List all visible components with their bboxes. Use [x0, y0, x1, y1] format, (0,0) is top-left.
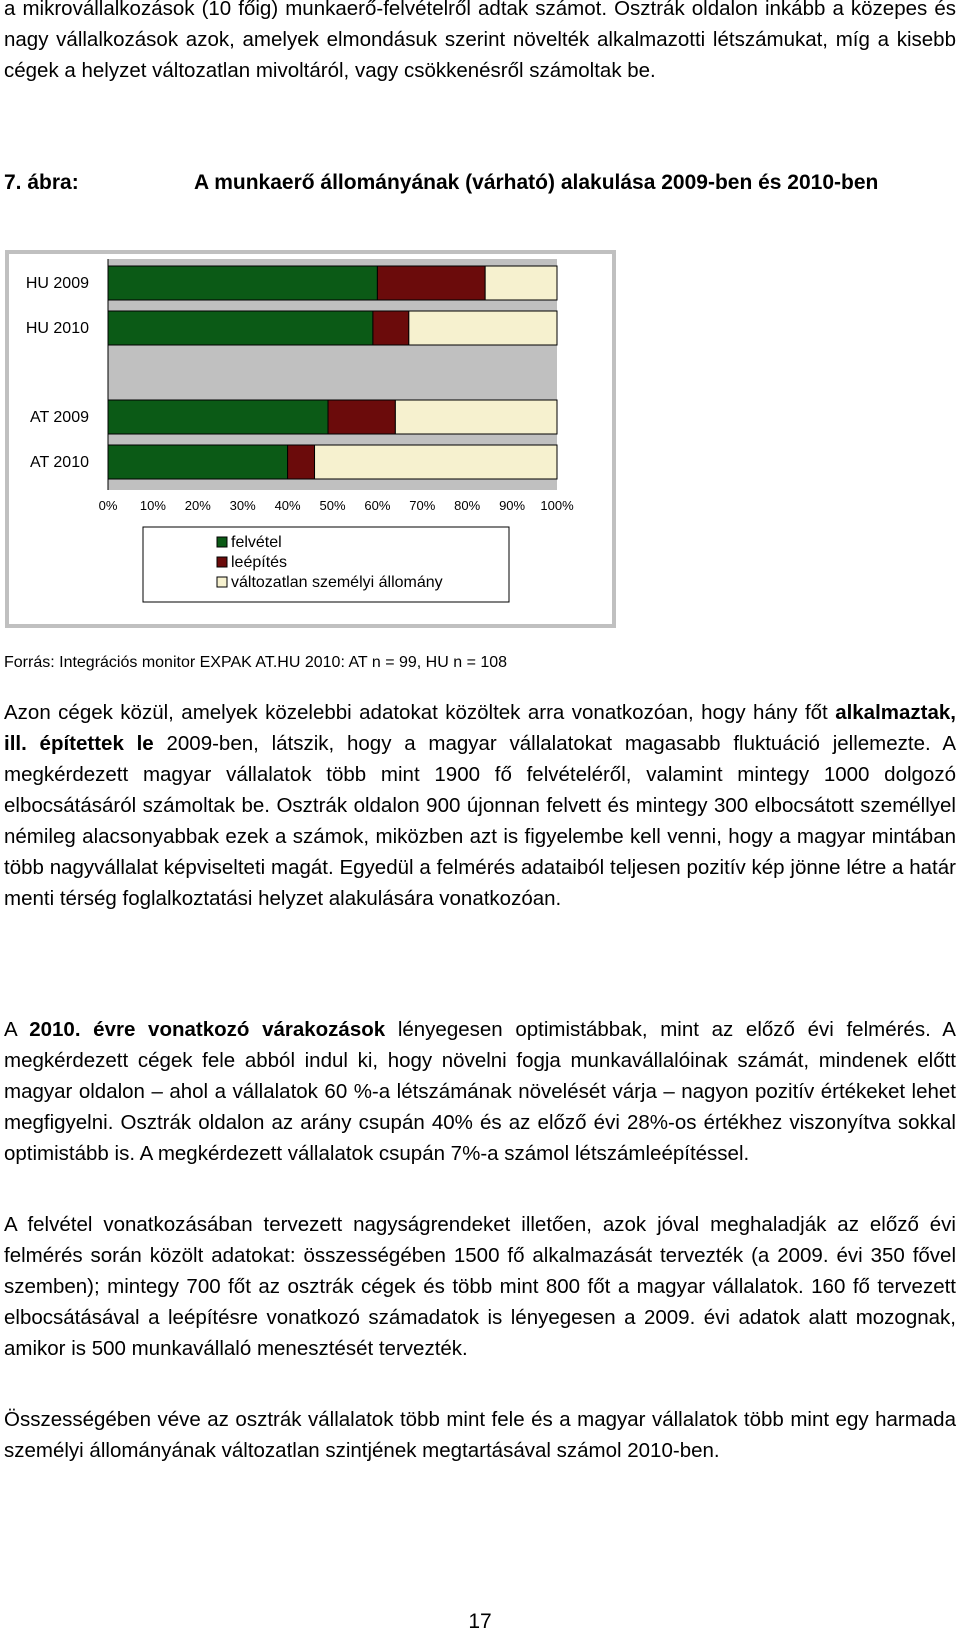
category-label: AT 2010 — [29, 454, 89, 471]
legend-label: felvétel — [231, 534, 282, 551]
paragraph-2-text-a: A — [4, 1018, 30, 1041]
paragraph-2 — [4, 1014, 956, 1169]
figure-title: A munkaerő állományának (várható) alakulása 2009-ben és 2010-ben — [194, 171, 879, 194]
chart-frame — [5, 250, 616, 628]
x-tick-label: 40% — [274, 498, 301, 513]
paragraph-1 — [4, 697, 956, 914]
x-tick-label: 60% — [364, 498, 391, 513]
x-tick-label: 50% — [319, 498, 346, 513]
x-tick-label: 10% — [139, 498, 166, 513]
page-number: 17 — [468, 1610, 492, 1633]
legend-swatch — [217, 537, 227, 547]
paragraph-2-text-c: lényegesen optimistábbak, mint az előző évi felmérés. A megkérdezett cégek fele abból indul ki, hogy növelni fogja munkavállalóinak számát, mindenek előtt magyar oldalon – ahol a vállalatok 60 %-a létszámának növelését várja – nagyon pozitív értékeket lehet megfigyelni. Osztrák oldalon az arány csupán 40% és az előző évi 28%-os értékhez viszonyítva sokkal optimistább is. A megkérdezett vállalatok csupán 7%-a számol létszámleépítéssel. — [4, 1018, 956, 1165]
bar-segment — [288, 445, 315, 479]
bar-segment — [409, 311, 557, 345]
bar-segment — [377, 266, 485, 300]
x-tick-label: 100% — [540, 498, 574, 513]
source-note: Forrás: Integrációs monitor EXPAK AT.HU 2010: AT n = 99, HU n = 108 — [4, 654, 508, 671]
legend-swatch — [217, 577, 227, 587]
x-tick-label: 80% — [454, 498, 481, 513]
paragraph-1-text-a: Azon cégek közül, amelyek közelebbi adatokat közöltek arra vonatkozóan, hogy hány főt — [4, 701, 836, 724]
x-tick-label: 90% — [499, 498, 526, 513]
bar-segment — [485, 266, 557, 300]
paragraph-4: Összességében véve az osztrák vállalatok több mint fele és a magyar vállalatok több mint egy harmada személyi állományának változatlan szintjének megtartásával számol 2010-ben. — [4, 1408, 956, 1462]
bar-segment — [108, 400, 328, 434]
legend-swatch — [217, 557, 227, 567]
paragraph-3: A felvétel vonatkozásában tervezett nagyságrendeket illetően, azok jóval meghaladják az előző évi felmérés során közölt adatokat: összességében 1500 fő alkalmazását tervezték (a 2009. évi 350 fővel szemben); mintegy 700 főt az osztrák cégek és több mint 800 főt a magyar vállalatok. 160 fő tervezett elbocsátásával a leépítésre vonatkozó számadatok is lényegesen a 2009. évi adatok alatt mozognak, amikor is 500 munkavállaló menesztését tervezték. — [4, 1213, 956, 1360]
x-tick-label: 70% — [409, 498, 436, 513]
bar-segment — [395, 400, 557, 434]
bar-segment — [108, 311, 373, 345]
bar-segment — [108, 445, 288, 479]
bar-segment — [108, 266, 377, 300]
paragraph-1-text-c: 2009-ben, látszik, hogy a magyar vállalatokat magasabb fluktuáció jellemezte. A megkérdezett magyar vállalatok több mint 1900 fő felvételéről, valamint mintegy 1000 dolgozó elbocsátásáról számoltak be. Osztrák oldalon 900 újonnan felvett és mintegy 300 elbocsátott személlyel némileg alacsonyabbak ezek a számok, miközben azt is figyelembe kell venni, hogy a magyar mintában több nagyvállalat képviselteti magát. Egyedül a felmérés adataiból teljesen pozitív kép jönne létre a határ menti térség foglalkoztatási helyzet alakulására vonatkozóan. — [4, 732, 956, 910]
category-label: HU 2010 — [25, 320, 89, 337]
bar-segment — [315, 445, 557, 479]
bar-segment — [373, 311, 409, 345]
legend-label: változatlan személyi állomány — [231, 574, 443, 591]
x-tick-label: 30% — [229, 498, 256, 513]
paragraph-1-bold: alkalmaztak, ill. építettek le — [4, 701, 956, 755]
figure-number: 7. ábra: — [4, 171, 79, 194]
x-tick-label: 0% — [98, 498, 118, 513]
stacked-bar-chart — [9, 254, 612, 624]
category-label: HU 2009 — [25, 275, 89, 292]
legend-label: leépítés — [231, 554, 288, 571]
bar-segment — [328, 400, 395, 434]
intro-paragraph: a mikrovállalkozások (10 főig) munkaerő-felvételről adtak számot. Osztrák oldalon inkább a közepes és nagy vállalkozások azok, amelyek elmondásuk szerint növelték alkalmazotti létszámukat, míg a kisebb cégek a helyzet változatlan mivoltáról, vagy csökkenésről számoltak be. — [4, 0, 956, 82]
x-tick-label: 20% — [184, 498, 211, 513]
category-label: AT 2009 — [29, 409, 89, 426]
paragraph-2-bold: 2010. évre vonatkozó várakozások — [29, 1018, 386, 1041]
